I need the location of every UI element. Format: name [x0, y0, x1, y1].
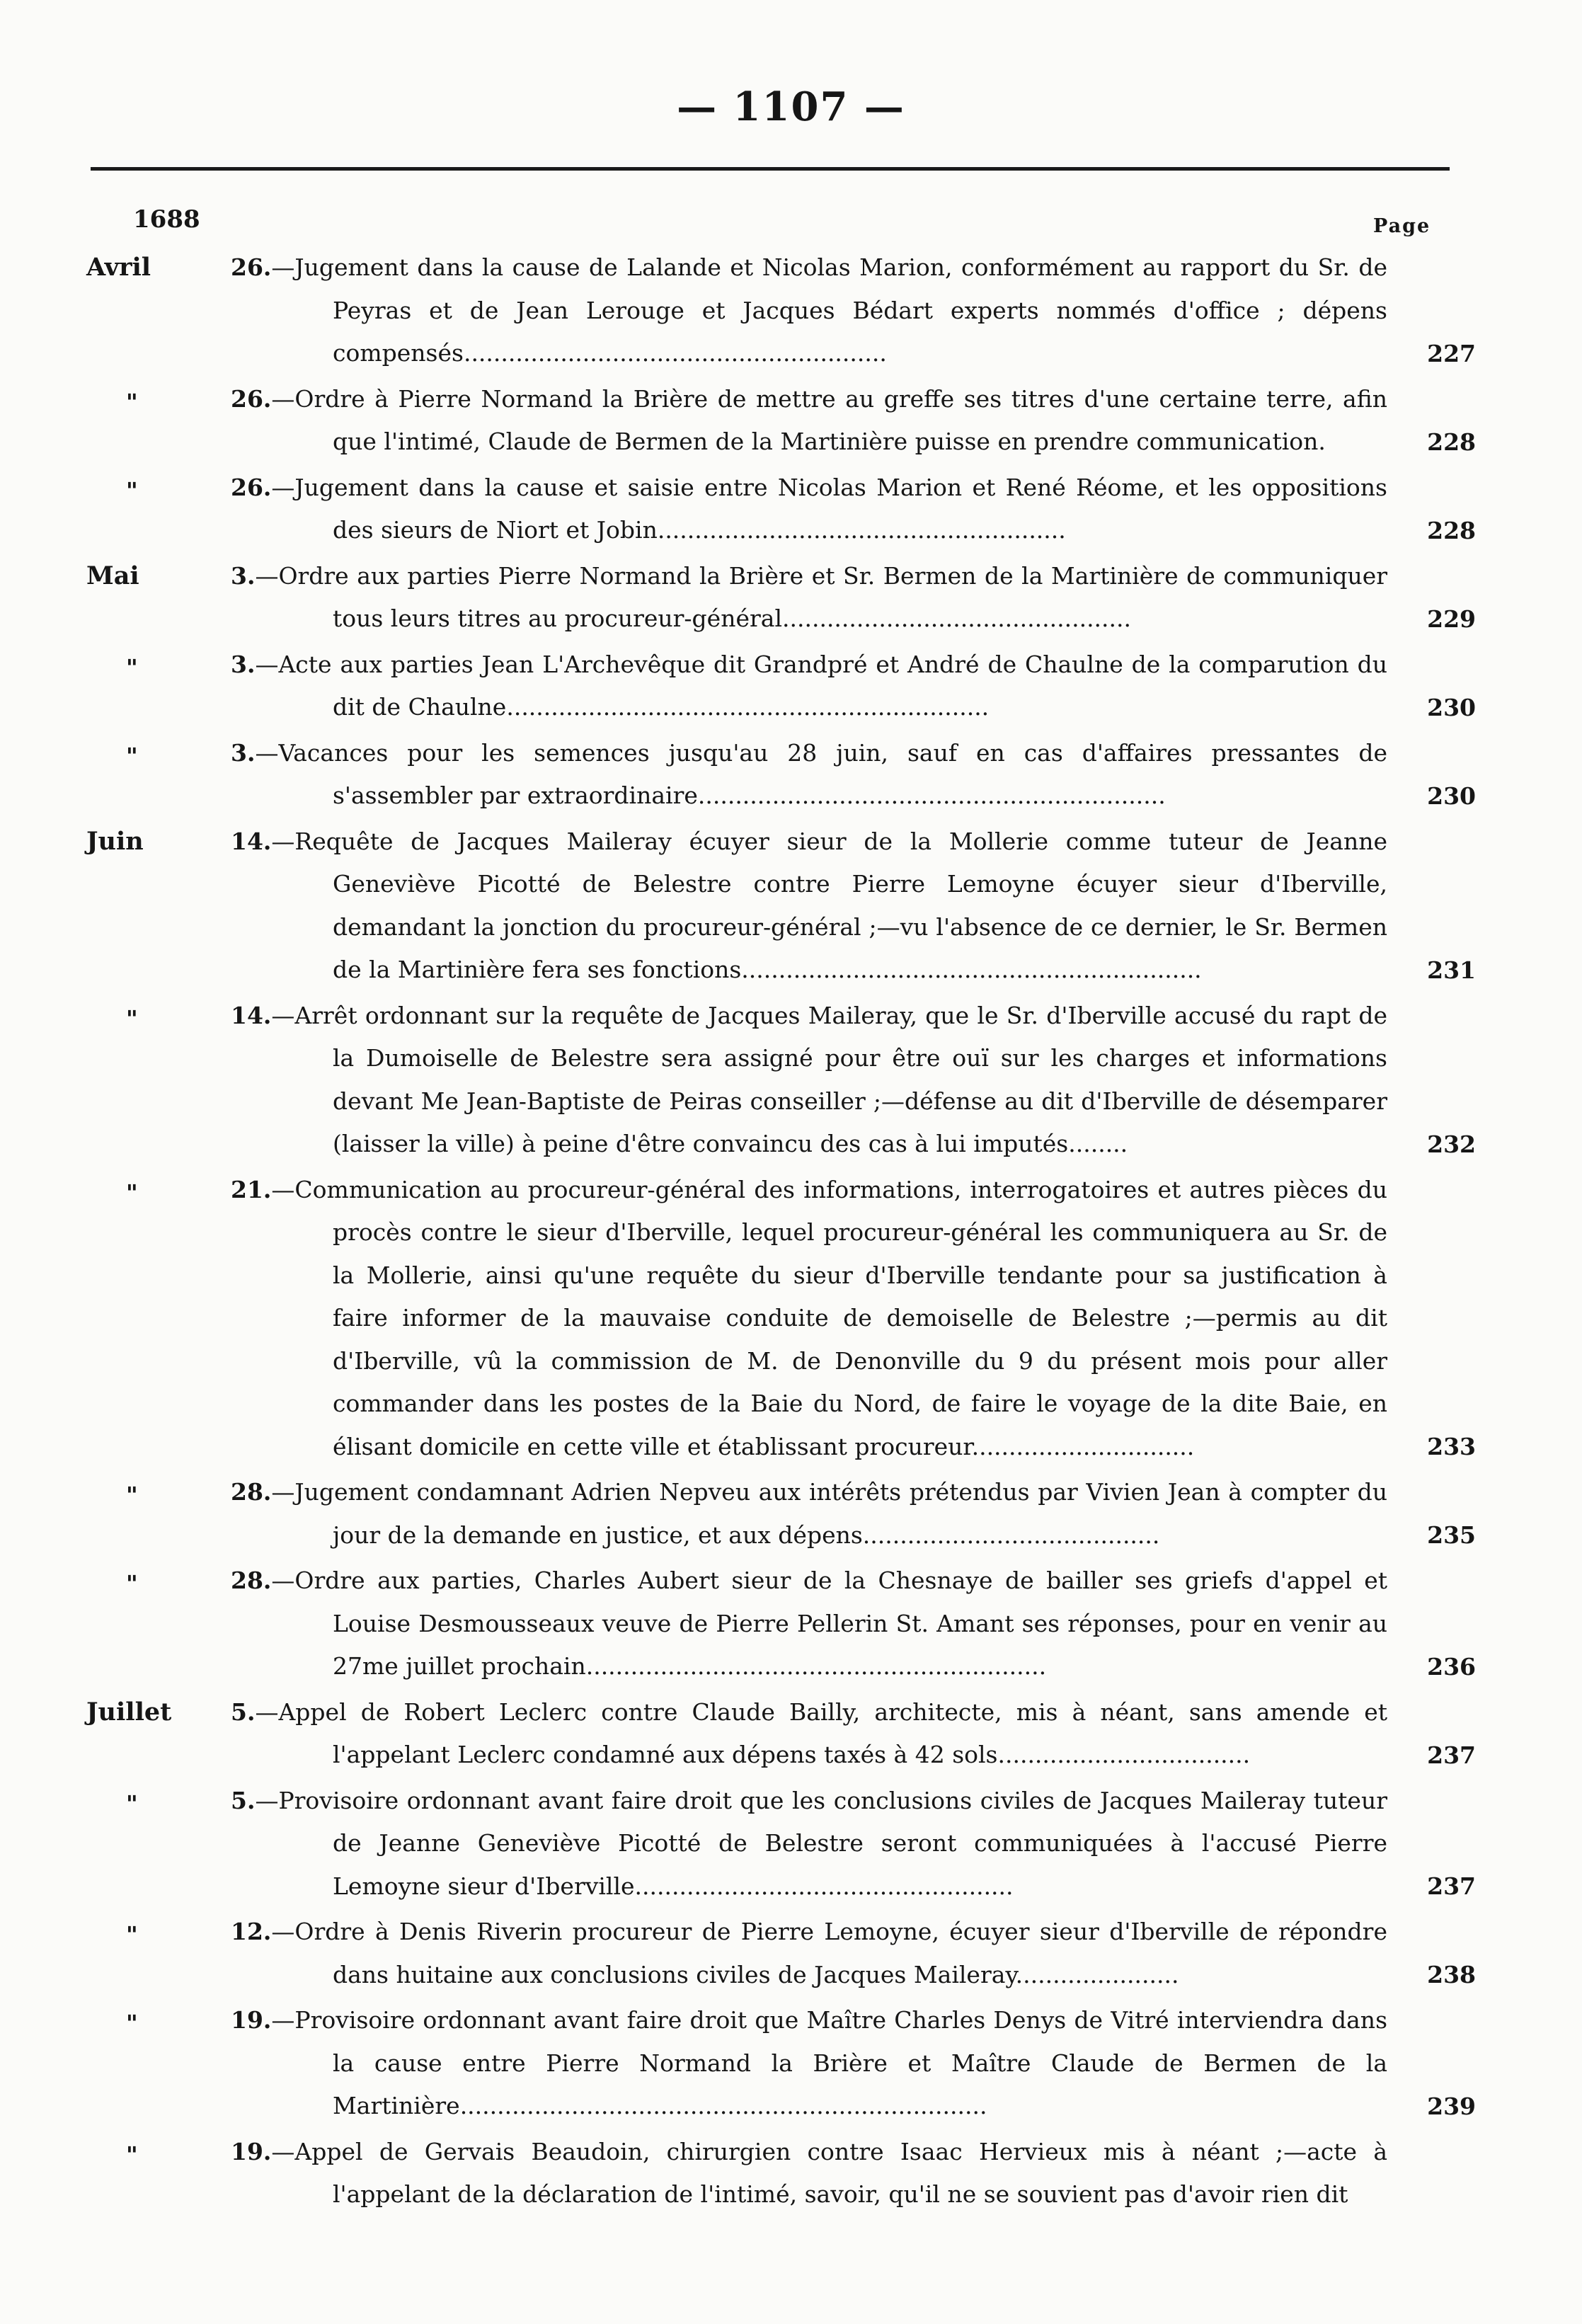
list-item: [0, 1559, 1582, 1688]
ditto-mark: ": [126, 1179, 138, 1206]
ditto-mark: ": [126, 653, 138, 681]
entry-body: —Provisoire ordonnant avant faire droit que les conclusions civiles de Jacques Maileray tuteur de Jeanne Geneviève Picotté de Belestre seront communiquées à l'accusé Pierre Lemoyne sieur d'Iberville...................................................: [255, 1786, 1387, 1900]
ditto-mark: ": [126, 2010, 138, 2037]
list-item: [0, 643, 1582, 729]
list-item: [0, 246, 1582, 375]
list-item: [0, 995, 1582, 1166]
entry-body: —Acte aux parties Jean L'Archevêque dit Grandpré et André de Chaulne de la comparution du dit de Chaulne.................................................................: [255, 650, 1387, 721]
month-label: Juin: [86, 826, 144, 856]
entry-text: [231, 995, 1455, 1166]
list-item: [0, 378, 1582, 464]
page-ref: 237: [1427, 1872, 1476, 1900]
ditto-mark: ": [126, 2141, 138, 2168]
entry-day: 3.: [231, 561, 256, 590]
page-ref: 238: [1427, 1961, 1476, 1988]
entry-body: —Arrêt ordonnant sur la requête de Jacques Maileray, que le Sr. d'Iberville accusé du rapt de la Dumoiselle de Belestre sera assigné pour être ouï sur les charges et informations devant Me Jean-Baptiste de Peiras conseiller ;—défense au dit d'Iberville de désemparer (laisser la ville) à peine d'être convaincu des cas à lui imputés........: [271, 1001, 1387, 1157]
entry-day: 3.: [231, 738, 256, 767]
entry-day: 3.: [231, 650, 256, 678]
month-label: Mai: [86, 561, 139, 590]
entry-day: 28.: [231, 1567, 272, 1594]
entry-text: [231, 378, 1455, 464]
entry-body: —Ordre à Pierre Normand la Brière de mettre au greffe ses titres d'une certaine terre, afin que l'intimé, Claude de Bermen de la Martinière puisse en prendre communication.: [271, 384, 1387, 455]
entry-body: —Ordre à Denis Riverin procureur de Pierre Lemoyne, écuyer sieur d'Iberville de répondre dans huitaine aux conclusions civiles de Jacques Maileray......................: [271, 1918, 1387, 1988]
entry-day: 14.: [231, 827, 272, 855]
entry-body: —Jugement condamnant Adrien Nepveu aux intérêts prétendus par Vivien Jean à compter du jour de la demande en justice, et aux dépens........................................: [271, 1478, 1387, 1549]
entry-text: [231, 555, 1455, 641]
list-item: [0, 820, 1582, 992]
ditto-mark: ": [126, 1570, 138, 1597]
page-ref: 229: [1427, 605, 1476, 633]
entry-day: 21.: [231, 1175, 272, 1203]
entry-day: 12.: [231, 1918, 272, 1945]
entry-day: 28.: [231, 1478, 272, 1506]
list-item: [0, 2131, 1582, 2216]
entry-text: [231, 1780, 1455, 1908]
page-ref: 230: [1427, 693, 1476, 721]
list-item: [0, 555, 1582, 641]
entry-text: [231, 2131, 1455, 2216]
page-ref: 236: [1427, 1652, 1476, 1681]
list-item: [0, 1169, 1582, 1469]
page-column-label: Page: [1373, 215, 1431, 237]
entry-text: [231, 732, 1455, 818]
page-number: — 1107 —: [677, 84, 905, 130]
list-item: [0, 732, 1582, 818]
entry-text: [231, 1471, 1455, 1557]
ditto-mark: ": [126, 476, 138, 504]
entry-body: —Ordre aux parties, Charles Aubert sieur de la Chesnaye de bailler ses griefs d'appel et Louise Desmousseaux veuve de Pierre Pellerin St. Amant ses réponses, pour en venir au 27me juillet prochain..............................................................: [271, 1567, 1387, 1680]
entry-body: —Jugement dans la cause et saisie entre Nicolas Marion et René Réome, et les oppositions des sieurs de Niort et Jobin.......................................................: [271, 473, 1387, 544]
page-ref: 228: [1427, 428, 1476, 456]
page-ref: 232: [1427, 1130, 1476, 1158]
list-item: [0, 1911, 1582, 1996]
entry-body: —Ordre aux parties Pierre Normand la Brière et Sr. Bermen de la Martinière de communiquer tous leurs titres au procureur-général...............................................: [255, 561, 1387, 632]
list-item: [0, 1691, 1582, 1777]
entry-day: 26.: [231, 473, 272, 501]
entry-day: 26.: [231, 384, 272, 413]
list-item: [0, 1780, 1582, 1908]
list-item: [0, 1999, 1582, 2128]
entry-body: —Communication au procureur-général des informations, interrogatoires et autres pièces du procès contre le sieur d'Iberville, lequel procureur-général les communiquera au Sr. de la Mollerie, ainsi qu'une requête du sieur d'Iberville tendante pour sa justification à faire informer de la mauvaise conduite de demoiselle de Belestre ;—permis au dit d'Iberville, vû la commission de M. de Denonville du 9 du présent mois pour aller commander dans les postes de la Baie du Nord, de faire le voyage de la dite Baie, en élisant domicile en cette ville et établissant procureur..............................: [271, 1175, 1387, 1460]
page-ref: 235: [1427, 1521, 1476, 1549]
ditto-mark: ": [126, 1790, 138, 1817]
month-label: Avril: [86, 253, 151, 282]
entry-text: [231, 1911, 1455, 1996]
entry-body: —Provisoire ordonnant avant faire droit que Maître Charles Denys de Vitré interviendra dans la cause entre Pierre Normand la Brière et Maître Claude de Bermen de la Martinière.......................................................................: [271, 2006, 1387, 2119]
entry-text: [231, 1999, 1455, 2128]
list-item: [0, 1471, 1582, 1557]
page-ref: 230: [1427, 782, 1476, 810]
header-rule: [91, 167, 1450, 171]
entry-body: —Vacances pour les semences jusqu'au 28 juin, sauf en cas d'affaires pressantes de s'assembler par extraordinaire...............................................................: [255, 738, 1387, 809]
entry-text: [231, 1169, 1455, 1469]
entry-day: 26.: [231, 253, 272, 281]
page-ref: 231: [1427, 956, 1476, 984]
entry-body: —Appel de Gervais Beaudoin, chirurgien contre Isaac Hervieux mis à néant ;—acte à l'appelant de la déclaration de l'intimé, savoir, qu'il ne se souvient pas d'avoir rien dit: [271, 2137, 1387, 2208]
entry-list: [0, 246, 1582, 2219]
ditto-mark: ": [126, 1004, 138, 1032]
entry-day: 5.: [231, 1786, 256, 1814]
ditto-mark: ": [126, 1921, 138, 1948]
page-ref: 237: [1427, 1741, 1476, 1769]
entry-text: [231, 466, 1455, 552]
entry-body: —Requête de Jacques Maileray écuyer sieur de la Mollerie comme tuteur de Jeanne Geneviève Picotté de Belestre contre Pierre Lemoyne écuyer sieur d'Iberville, demandant la jonction du procureur-général ;—vu l'absence de ce dernier, le Sr. Bermen de la Martinière fera ses fonctions..............................................................: [271, 827, 1387, 983]
entry-text: [231, 820, 1455, 992]
page-ref: 233: [1427, 1433, 1476, 1460]
entry-text: [231, 1691, 1455, 1777]
entry-text: [231, 643, 1455, 729]
entry-day: 19.: [231, 2006, 272, 2034]
entry-body: —Jugement dans la cause de Lalande et Nicolas Marion, conformément au rapport du Sr. de Peyras et de Jean Lerouge et Jacques Bédart experts nommés d'office ; dépens compensés.........................................................: [271, 253, 1387, 367]
entry-text: [231, 1559, 1455, 1688]
entry-text: [231, 246, 1455, 375]
ditto-mark: ": [126, 742, 138, 769]
page-ref: 227: [1427, 339, 1476, 367]
page-ref: 228: [1427, 516, 1476, 544]
entry-day: 14.: [231, 1001, 272, 1029]
entry-day: 5.: [231, 1698, 256, 1726]
month-label: Juillet: [86, 1697, 172, 1727]
entry-day: 19.: [231, 2137, 272, 2165]
entry-body: —Appel de Robert Leclerc contre Claude Bailly, architecte, mis à néant, sans amende et l'appelant Leclerc condamné aux dépens taxés à 42 sols..................................: [255, 1698, 1387, 1768]
ditto-mark: ": [126, 388, 138, 416]
ditto-mark: ": [126, 1482, 138, 1509]
page-ref: 239: [1427, 2092, 1476, 2120]
year-label: 1688: [133, 205, 200, 234]
list-item: [0, 466, 1582, 552]
